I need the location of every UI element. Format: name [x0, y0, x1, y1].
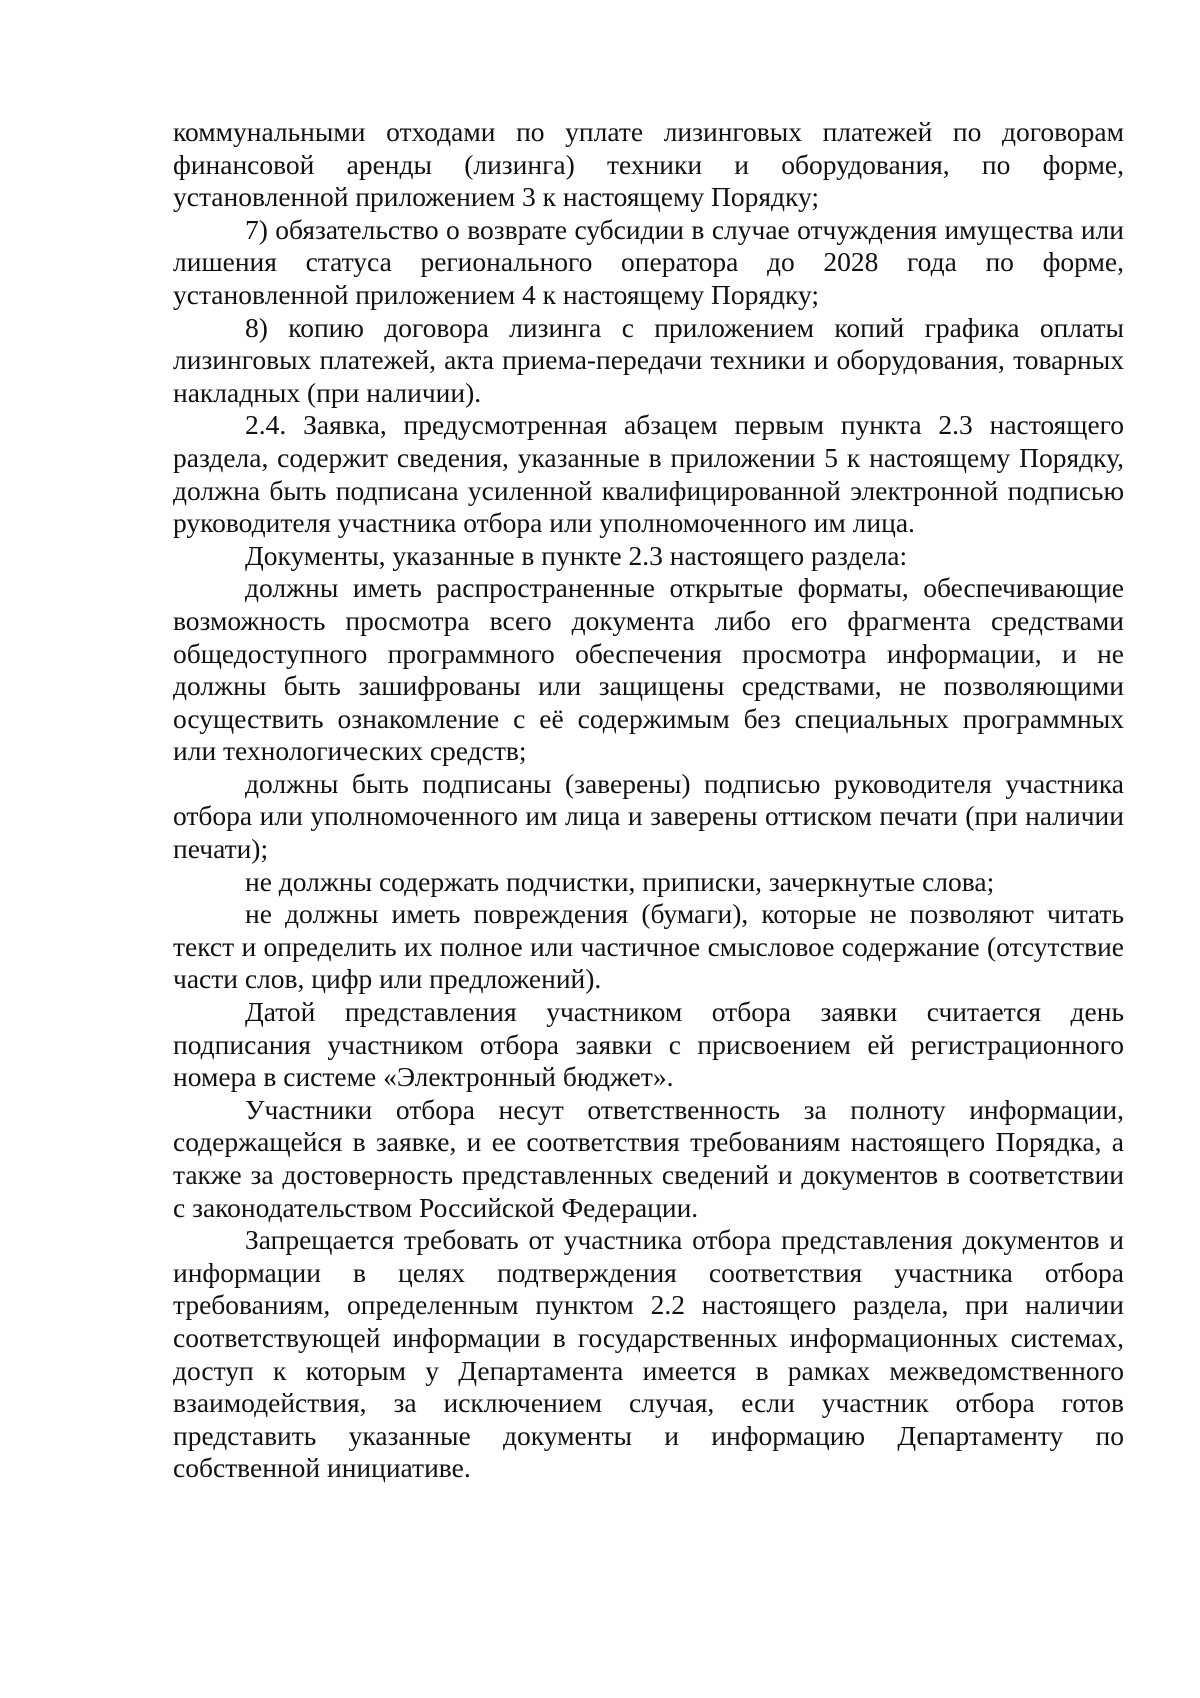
- paragraph-item-8: 8) копию договора лизинга с приложением копий графика оплаты лизинговых платежей, акта приема-передачи техники и оборудования, товарных накладных (при наличии).: [173, 311, 1124, 408]
- paragraph-signature-requirement: должны быть подписаны (заверены) подписью руководителя участника отбора или уполномоченного им лица и заверены оттиском печати (при наличии печати);: [173, 767, 1124, 865]
- paragraph-formats-requirement: должны иметь распространенные открытые форматы, обеспечивающие возможность просмотра всего документа либо его фрагмента средствами общедоступного программного обеспечения просмотра информации, и не должны быть зашифрованы или защищены средствами, не позволяющими осуществить ознакомление с её содержимым без специальных программных или технологических средств;: [173, 572, 1124, 767]
- paragraph-item-7: 7) обязательство о возврате субсидии в случае отчуждения имущества или лишения статуса регионального оператора до 2028 года по форме, установленной приложением 4 к настоящему Порядку;: [173, 213, 1124, 310]
- paragraph-documents-intro: Документы, указанные в пункте 2.3 настоящего раздела:: [245, 539, 908, 571]
- paragraph-submission-date: Датой представления участником отбора заявки считается день подписания участником отбора заявки с присвоением ей регистрационного номера в системе «Электронный бюджет».: [173, 996, 1124, 1093]
- paragraph-no-damage: не должны иметь повреждения (бумаги), которые не позволяют читать текст и определить их полное или частичное смысловое содержание (отсутствие части слов, цифр или предложений).: [173, 898, 1124, 995]
- paragraph-section-2-4: 2.4. Заявка, предусмотренная абзацем первым пункта 2.3 настоящего раздела, содержит сведения, указанные в приложении 5 к настоящему Порядку, должна быть подписана усиленной квалифицированной электронной подписью руководителя участника отбора или уполномоченного им лица.: [173, 409, 1124, 539]
- paragraph-continuation: коммунальными отходами по уплате лизинговых платежей по договорам финансовой аренды (лизинга) техники и оборудования, по форме, установленной приложением 3 к настоящему Порядку;: [173, 116, 1124, 213]
- paragraph-responsibility: Участники отбора несут ответственность за полноту информации, содержащейся в заявке, и ее соответствия требованиям настоящего Порядка, а также за достоверность представленных сведений и документов в соответствии с законодательством Российской Федерации.: [173, 1093, 1124, 1223]
- paragraph-no-corrections: не должны содержать подчистки, приписки, зачеркнутые слова;: [245, 865, 995, 897]
- document-body: [173, 116, 1124, 1485]
- paragraph-prohibition: Запрещается требовать от участника отбора представления документов и информации в целях подтверждения соответствия участника отбора требованиям, определенным пунктом 2.2 настоящего раздела, при наличии соответствующей информации в государственных информационных системах, доступ к которым у Департамента имеется в рамках межведомственного взаимодействия, за исключением случая, если участник отбора готов представить указанные документы и информацию Департаменту по собственной инициативе.: [173, 1224, 1124, 1484]
